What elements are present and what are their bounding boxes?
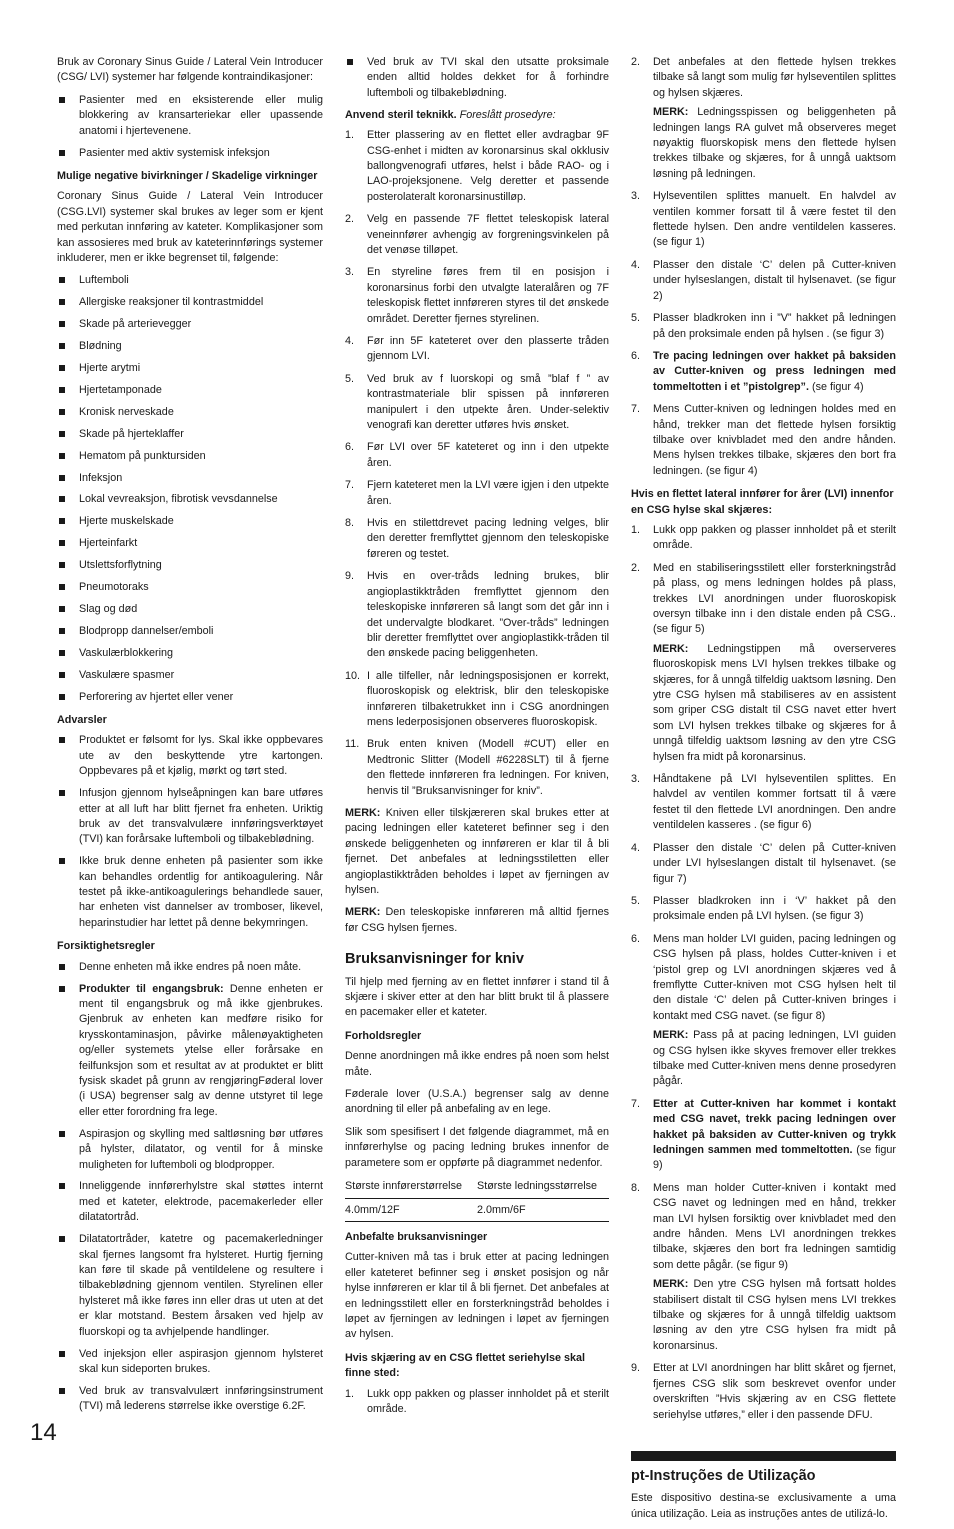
list-item: Allergiske reaksjoner til kontrastmiddel [57, 295, 323, 310]
list-item: Skade på hjerteklaffer [57, 427, 323, 442]
lvi-cut-heading: Hvis en flettet lateral innfører for årer (LVI) innenfor en CSG hylse skal skjæres: [631, 488, 894, 516]
list-item: Kronisk nerveskade [57, 405, 323, 420]
note-text: Ledningsspissen og beliggenheten på ledningen langs RA gulvet må observeres meget nøyaktig fluorskopisk mens den flettede hylsen trekkes tilbake og skjæres, for å unngå uaktsom løsning på ledningen. [653, 106, 896, 180]
list-item [631, 349, 896, 395]
step-number: 9. [345, 570, 355, 583]
list-item [345, 440, 609, 471]
list-item [345, 128, 609, 205]
step-number: 4. [345, 335, 355, 347]
csg-cut-steps [345, 1387, 609, 1418]
list-item [631, 189, 896, 251]
list-item: Vaskulære spasmer [57, 668, 323, 683]
csg-cut-heading: Hvis skjæring av en CSG flettet seriehylse skal finne sted: [345, 1351, 586, 1380]
step-text: Før inn 5F kateteret over den plasserte tråden gjennom LVI. [367, 335, 609, 363]
side-effects-text: Coronary Sinus Guide / Lateral Vein Introducer (CSG.LVI) systemer skal brukes av leger som er kjent med perkutan innføring av kateter. Komplikasjoner som kan assosieres med bruk av kateterinnførings systemer inkluderer, men er ikke begrenset til, følgende: [57, 190, 323, 264]
list-item [345, 516, 609, 562]
column-1 [57, 55, 323, 1421]
table-cell: 2.0mm/6F [477, 1198, 609, 1221]
step-number: 2. [631, 56, 641, 68]
list-item [57, 982, 323, 1121]
step-number: 3. [631, 190, 641, 203]
step-text: Fjern kateteret men la LVI være igjen i den utpekte åren. [367, 479, 609, 507]
step-text: Mens Cutter-kniven og ledningen holdes med en hånd, trekker man det flettede hylsen forsiktig tilbake over knivbladet med den andre hånden. Mens hylsen trekkes tilbake, skjæres den bort fra ledningen. (se figur 4) [653, 403, 896, 477]
step-text: Det anbefales at den flettede hylsen trekkes tilbake så langt som mulig før hylseventilen splittes og hylsen skjæres. [653, 56, 896, 99]
step-text-bold: Etter at Cutter-kniven har kommet i kontakt med CSG navet, trekk pacing ledningen over hakket på baksiden av Cutter-kniven og trykk ledningen sammen med tommeltotten. [653, 1097, 896, 1156]
step-text: Etter at LVI anordningen har blitt skåret og fjernet, fjernes CSG slik som beskrevet ovenfor under overskriften ”Hvis skjæring av en CSG flettete seriehylse utføres,” eller i den passende DFU. [653, 1362, 896, 1421]
step-number: 4. [631, 841, 641, 854]
precaution-text: Slik som spesifisert I det følgende diagrammet, må en innførerhylse og pacing ledning brukes innenfor de parametere som er oppførte på diagrammet nedenfor. [345, 1125, 609, 1169]
step-number: 6. [631, 932, 641, 945]
step-number: 2. [345, 213, 355, 226]
step-number: 11. [345, 738, 360, 751]
list-item [631, 932, 896, 1090]
list-item: Ved bruk av transvalvulært innføringsinstrument (TVI) må lederens størrelse ikke overstige 6.2F. [57, 1384, 323, 1415]
table-cell: 4.0mm/12F [345, 1198, 477, 1221]
list-item [345, 212, 609, 258]
step-number: 1. [631, 523, 641, 536]
note [345, 806, 609, 898]
step-text: Bruk enten kniven (Modell #CUT) eller en Medtronic Slitter (Modell #6228SLT) til å fjerne den flettede innføreren fra ledningen. For kniven, henvis til ”Bruksanvisninger for kniv”. [367, 738, 609, 797]
page-number: 14 [30, 1419, 57, 1446]
step-text: Med en stabiliseringsstilett eller forsterkningstråd på plass, og mens ledningen holdes på plass, trekkes LVI anordningen under fluoroskopisk oversyn tilbake inn i den distale enden på CSG.. (se figur 5) [653, 561, 896, 636]
knife-instructions-heading: Bruksanvisninger for kniv [345, 951, 524, 968]
list-item: Blodpropp dannelser/emboli [57, 624, 323, 639]
list-item [345, 478, 609, 509]
list-item: Pneumotoraks [57, 580, 323, 595]
step-text: Hvis en stilettdrevet pacing ledning velges, blir den deretter fremflyttet gjennom den teleskopiske føreren og testet. [367, 517, 609, 560]
list-item: Hjerte muskelskade [57, 514, 323, 529]
recommended-use-text: Cutter-kniven må tas i bruk etter at pacing ledningen eller kateteret befinner seg i ønsket posisjon og når hylse innføreren er klar til å bli fjernet. Det anbefales at en ledningsstilett eller en forsterkningstråd beholdes i løpet av fjerningen av ledningen i løpet av fjerningen av hylsen. [345, 1251, 609, 1341]
list-item [631, 1181, 896, 1354]
step-number: 1. [345, 1387, 355, 1400]
list-item [345, 669, 609, 731]
step-text: Plasser bladkroken inn i ‘V’ hakket på den proksimale enden på LVI hylsen. (se figur 3) [653, 894, 896, 923]
precautions-list [57, 960, 323, 1415]
step-text: Velg en passende 7F flettet teleskopisk lateral veneinnfører avhengig av forgreningsvinkelen på det venøse tilløpet. [367, 213, 609, 256]
step-number: 4. [631, 258, 641, 271]
step-text: Etter plassering av en flettet eller avdragbar 9F CSG-enhet i midten av koronarsinus skal okklusiv ballongvenografi utføres, helst i både RAO- og i LAO-projeksjonene. Velg deretter et passende posterolateralt koronarsinustilløp. [367, 129, 609, 203]
list-item [631, 561, 896, 765]
single-use-text: Denne enheten er ment til engangsbruk og må ikke gjenbrukes. Gjenbruk av enheten kan medføre risiko for krysskontaminasjon, påvirke målenøyaktigheten og/eller systemets ytelse eller forårsake en feilfunksjon som et resultat av at produktet er blitt fysisk skadet på grunn av rengjøringFøderal lover (i USA) begrenser salg av denne utstyret til lege eller etter forordning fra lege. [79, 982, 323, 1118]
note-text: Den teleskopiske innføreren må alltid fjernes før CSG hylsen fjernes. [345, 906, 609, 934]
table-header-row [345, 1178, 609, 1198]
note-text: Pass på at pacing ledningen, LVI guiden og CSG hylsen ikke skyves fremover eller trekkes tilbake med Cutter-kniven mens denne prosedyren pågår. [653, 1029, 896, 1088]
step-text-bold: Tre pacing ledningen over hakket på baksiden av Cutter-kniven og press ledningen med tommeltotten i et ”pistolgrep”. [653, 349, 896, 393]
section-divider-bar [631, 1451, 896, 1461]
step-text: En styreline føres frem til en posisjon i koronarsinus forbi den utvalgte lateralåren og 7F teleskopisk flettet innføreren styres til det ønskede området. Deretter fjernes styrelinen. [367, 266, 609, 325]
step-number: 2. [631, 561, 641, 574]
list-item: Hjerteinfarkt [57, 536, 323, 551]
step-number: 9. [631, 1362, 641, 1375]
note-text: Kniven eller tilskjæreren skal brukes etter at pacing ledningen eller kateteret befinner seg i den ønskede beliggenheten og innføreren er klar til å bli fjernet. Det anbefales at ledningsstiletten eller angioplastikktråden beholdes i løpet av fjerningen av hylsen. [345, 806, 609, 896]
tvi-warning-list [345, 55, 609, 101]
list-item: Lokal vevreaksjon, fibrotisk vevsdannelse [57, 492, 323, 507]
step-number: 10. [345, 669, 361, 682]
list-item: Denne enheten må ikke endres på noen måte. [57, 960, 323, 975]
note [653, 105, 896, 182]
size-table [345, 1178, 609, 1222]
list-item: Ved injeksjon eller aspirasjon gjennom hylsteret skal kun sideporten brukes. [57, 1347, 323, 1378]
note-label: MERK: [653, 1278, 689, 1291]
list-item [631, 311, 896, 342]
list-item [631, 523, 896, 554]
step-number: 1. [345, 129, 355, 142]
side-effects-list [57, 273, 323, 705]
list-item: Hjerte arytmi [57, 361, 323, 376]
note-label: MERK: [345, 806, 381, 819]
step-number: 5. [345, 372, 355, 385]
note [653, 642, 896, 765]
table-header-cell: Største ledningsstørrelse [477, 1178, 609, 1198]
contraindications-list [57, 93, 323, 161]
step-text: Lukk opp pakken og plasser innholdet på et sterilt område. [653, 523, 896, 552]
list-item: Inneliggende innførerhylstre skal støttes internt med et kateter, elektrode, pacemakerleder eller dilatatortråd. [57, 1179, 323, 1225]
warnings-list [57, 733, 323, 931]
procedure-steps [345, 128, 609, 799]
step-number: 3. [631, 773, 641, 786]
contraindications-intro: Bruk av Coronary Sinus Guide / Lateral Vein Introducer (CSG/ LVI) systemer har følgende kontraindikasjoner: [57, 56, 323, 84]
list-item [345, 569, 609, 661]
list-item [631, 402, 896, 479]
list-item [345, 372, 609, 434]
list-item: Infusjon gjennom hylseåpningen kan bare utføres etter at all luft har blitt fjernet fra enheten. Uriktig bruk av det transvalvulære innføringsverktøyet (TVI) kan forårsake luftemboli og tilbakeblødning. [57, 786, 323, 848]
pt-instructions-heading: pt-Instruções de Utilização [631, 1467, 816, 1484]
step-text: I alle tilfeller, når ledningsposisjonen er korrekt, fluoroskopisk og elektrisk, blir den teleskopiske innføreren tilbaketrukket inn i CSG anordningen mens lederposisjonen observeres fluoroskopisk. [367, 669, 609, 728]
list-item [345, 265, 609, 327]
step-number: 6. [345, 441, 355, 454]
note [345, 905, 609, 936]
lvi-cut-steps [631, 523, 896, 1423]
step-number: 5. [631, 312, 641, 325]
step-number: 7. [631, 1097, 641, 1110]
list-item: Hjertetamponade [57, 383, 323, 398]
step-number: 8. [631, 1181, 641, 1194]
warnings-heading: Advarsler [57, 714, 107, 726]
recommended-use-heading: Anbefalte bruksanvisninger [345, 1230, 488, 1243]
side-effects-heading: Mulige negative bivirkninger / Skadelige virkninger [57, 169, 318, 182]
step-text: Plasser bladkroken inn i ”V” hakket på ledningen på den proksimale enden på hylsen . (se figur 3) [653, 312, 896, 340]
suggested-procedure-label: Foreslått prosedyre: [456, 108, 556, 121]
step-number: 5. [631, 894, 641, 907]
list-item: Ved bruk av TVI skal den utsatte proksimale enden alltid holdes dekket for å forhindre luftemboli og tilbakeblødning. [345, 55, 609, 101]
step-text: Plasser den distale ‘C’ delen på Cutter-kniven under hylseslangen, distalt til hylsenavet. (se figur 2) [653, 258, 896, 302]
list-item: Hematom på punktursiden [57, 449, 323, 464]
step-text: Hvis en over-tråds ledning brukes, blir angioplastikktråden fremflyttet gjennom den teleskopiske innføreren så langt som det går inn i det undervalgte blodkaret. ”Over-tråds” ledningen blir deretter fremflyttet over angioplastikk-tråden til den ønskede pacing beliggenheten. [367, 570, 609, 660]
step-text: Før LVI over 5F kateteret og inn i den utpekte åren. [367, 441, 609, 469]
precautions-heading: Forholdsregler [345, 1029, 422, 1042]
note-label: MERK: [345, 906, 381, 919]
list-item [345, 737, 609, 799]
sterile-technique-label: Anvend steril teknikk. [345, 108, 457, 121]
note-text: Ledningstippen må overserveres fluoroskopisk mens LVI hylsen trekkes tilbake og skjæres, for å unngå tilfeldig uaktsom løsning. Den ytre CSG hylsen må stabiliseres av en assistent som griper CSG distalt til CSG navet etter hvert som LVI hylsen trekkes tilbake og skjæres for å unngå tilfeldig uaktsom løsning av den ytre CSG hylsen fra midt på koronarsinus. [653, 642, 896, 763]
list-item [631, 1361, 896, 1423]
precautions-heading: Forsiktighetsregler [57, 940, 155, 953]
list-item: Utslettsforflytning [57, 558, 323, 573]
step-text: Hylseventilen splittes manuelt. En halvdel av ventilen kommer forsatt til å være festet til den flettede hylsen. Den andre ventildelen kasseres. (se figur 1) [653, 190, 896, 249]
step-text: (se figur 4) [808, 380, 864, 393]
step-text: Plasser den distale ‘C’ delen på Cutter-kniven under LVI hylseslangen distalt til hylsenavet. (se figur 7) [653, 841, 896, 885]
table-header-cell: Største innførerstørrelse [345, 1178, 477, 1198]
step-number: 6. [631, 349, 641, 362]
list-item: Luftemboli [57, 273, 323, 288]
list-item: Produktet er følsomt for lys. Skal ikke oppbevares ute av den beskyttende ytre kartongen. Oppbevares på et kjølig, mørkt og tørt sted. [57, 733, 323, 779]
list-item: Slag og død [57, 602, 323, 617]
column-3 [631, 55, 896, 1529]
column-2 [345, 55, 609, 1424]
list-item: Pasienter med aktiv systemisk infeksjon [57, 146, 323, 161]
step-text: Ved bruk av f luorskopi og små ”blaf f ” av kontrastmateriale blir spissen på innføreren manipulert i den utpekte åren. Under-selektiv venografi kan deretter utføres hvis ønsket. [367, 372, 609, 432]
list-item: Vaskulærblokkering [57, 646, 323, 661]
step-number: 7. [345, 479, 355, 492]
step-text: Håndtakene på LVI hylseventilen splittes. En halvdel av ventilen kommer fortsatt til å være festet til den flettede LVI anordningen. Den andre ventildelen kasseres . (se figur 6) [653, 773, 896, 832]
step-number: 7. [631, 403, 641, 416]
knife-intro: Til hjelp med fjerning av en flettet innfører i stand til å skjære i skiver etter at den har blitt brukt til å plassere en pacemaker eller et kateter. [345, 975, 609, 1019]
list-item: Pasienter med en eksisterende eller mulig blokkering av kransarteriekar eller upassende anatomi i hjertevenene. [57, 93, 323, 139]
step-number: 8. [345, 517, 355, 530]
note [653, 1028, 896, 1090]
single-use-label: Produkter til engangsbruk: [79, 982, 224, 995]
step-text: (se figur 9) [653, 1144, 896, 1172]
note-label: MERK: [653, 1029, 689, 1042]
note-text: Den ytre CSG hylsen må fortsatt holdes stabilisert distalt til CSG hylsen mens LVI trekkes tilbake og skjæres for å unngå tilfeldig uaktsom løsning av den ytre CSG hylsen fra midt på koronarsinus. [653, 1278, 896, 1352]
list-item: Perforering av hjertet eller vener [57, 690, 323, 705]
list-item: Ikke bruk denne enheten på pasienter som ikke kan behandles ordentlig for antikoagulering. Når testet på ikke-antikoagulerings behandlede sauer, har enheten vist dannelser av tromboser, likevel, heparinstudier har lettet på denne bekymringen. [57, 854, 323, 931]
step-text: Mens man holder LVI guiden, pacing ledningen og CSG hylsen på plass, holdes Cutter-kniven i et ‘pistol grep og LVI anordningen skjæres ved å fremflytte Cutter-kniven mot CSG hylsen helt til den distale ‘C’ delen på Cutter-kniven bringes i kontakt med CSG navet. (se figur 8) [653, 932, 896, 1022]
precaution-text: Denne anordningen må ikke endres på noen som helst måte. [345, 1050, 609, 1078]
note-label: MERK: [653, 106, 689, 119]
precaution-text: Føderale lover (U.S.A.) begrenser salg av denne anordning til eller på anbefaling av en lege. [345, 1088, 609, 1116]
note [653, 1277, 896, 1354]
list-item: Dilatatortråder, katetre og pacemakerledninger skal fjernes langsomt fra hylsteret. Hurtig fjerning kan føre til skade på ventildelene og resultere i tilbakeblødning gjennom ventilen. Styrelinen eller hylsteret må ikke føres inn eller dras ut uten at det er klar motstand. Bestem årsaken ved hjelp av fluorskopi og ta avhjelpende handlinger. [57, 1232, 323, 1340]
list-item [631, 772, 896, 834]
list-item: Skade på arterievegger [57, 317, 323, 332]
sterile-technique-heading [345, 108, 609, 123]
step-text: Lukk opp pakken og plasser innholdet på et sterilt område. [367, 1387, 609, 1415]
list-item [631, 258, 896, 304]
list-item: Infeksjon [57, 471, 323, 486]
step-number: 3. [345, 266, 355, 279]
list-item [631, 841, 896, 887]
list-item [631, 1097, 896, 1174]
table-row [345, 1198, 609, 1221]
pt-instructions-text: Este dispositivo destina-se exclusivamente a uma única utilização. Leia as instruções antes de utilizá-lo. [631, 1492, 896, 1520]
note-label: MERK: [653, 642, 689, 655]
list-item: Blødning [57, 339, 323, 354]
list-item: Aspirasjon og skylling med saltløsning bør utføres på hylster, dilatator, og ventil for å minske muligheten for luftemboli og blodpropper. [57, 1127, 323, 1173]
list-item [631, 55, 896, 182]
list-item [345, 1387, 609, 1418]
step-text: Mens man holder Cutter-kniven i kontakt med CSG navet og ledningen med en hånd, trekker man LVI hylsen forsiktig over knivbladet med den andre hånden. Mens LVI anordningen trekkes tilbake, skjæres den bort fra ledningen samtidig som dette pågår. (se figur 9) [653, 1181, 896, 1271]
csg-cut-steps-continued [631, 55, 896, 479]
list-item [345, 334, 609, 365]
list-item [631, 894, 896, 925]
